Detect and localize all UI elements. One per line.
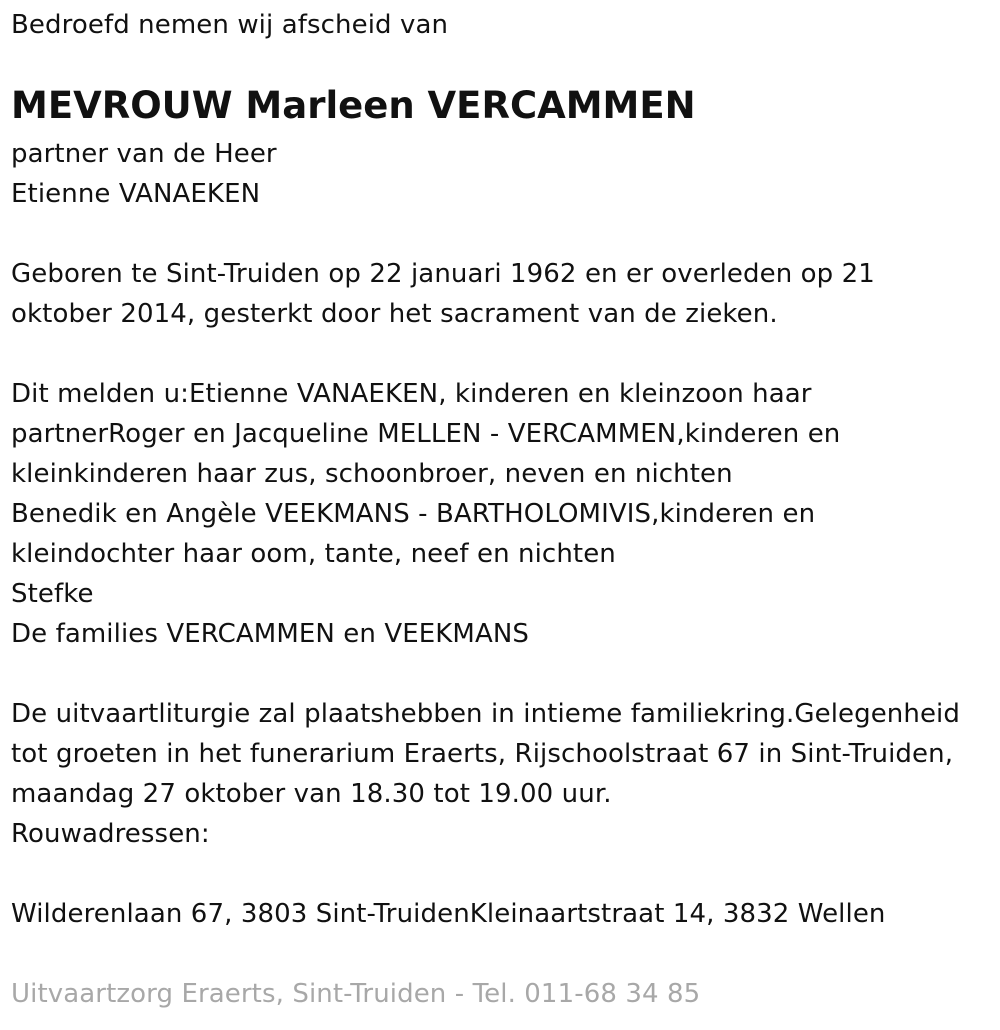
family-block [11,374,840,654]
funeral-line: maandag 27 oktober van 18.30 tot 19.00 uur. [11,779,612,809]
family-line: partnerRoger en Jacqueline MELLEN - VERCAMMEN,kinderen en [11,419,841,449]
family-line: kleinkinderen haar zus, schoonbroer, neven en nichten [11,459,733,489]
partner-line: partner van de Heer [11,139,277,169]
addresses-line: Wilderenlaan 67, 3803 Sint-TruidenKleinaartstraat 14, 3832 Wellen [11,899,886,929]
partner-name: Etienne VANAEKEN [11,179,261,209]
family-line: kleindochter haar oom, tante, neef en nichten [11,539,616,569]
partner-block [11,134,277,214]
mourning-addresses-heading: Rouwadressen: [11,819,210,849]
family-line: Dit melden u:Etienne VANAEKEN, kinderen en kleinzoon haar [11,379,812,409]
birth-death-block [11,254,875,334]
birth-death-line: oktober 2014, gesterkt door het sacrament van de zieken. [11,299,778,329]
family-line: De families VERCAMMEN en VEEKMANS [11,619,530,649]
deceased-name: MEVROUW Marleen VERCAMMEN [11,84,696,127]
addresses-block [11,894,886,934]
intro-text: Bedroefd nemen wij afscheid van [11,10,449,40]
birth-death-line: Geboren te Sint-Truiden op 22 januari 1962 en er overleden op 21 [11,259,875,289]
funeral-block [11,694,960,854]
funeral-line: tot groeten in het funerarium Eraerts, Rijschoolstraat 67 in Sint-Truiden, [11,739,954,769]
family-line: Benedik en Angèle VEEKMANS - BARTHOLOMIVIS,kinderen en [11,499,816,529]
family-line: Stefke [11,579,94,609]
footer-funeral-home: Uitvaartzorg Eraerts, Sint-Truiden - Tel. 011-68 34 85 [11,979,701,1009]
funeral-line: De uitvaartliturgie zal plaatshebben in intieme familiekring.Gelegenheid [11,699,960,729]
